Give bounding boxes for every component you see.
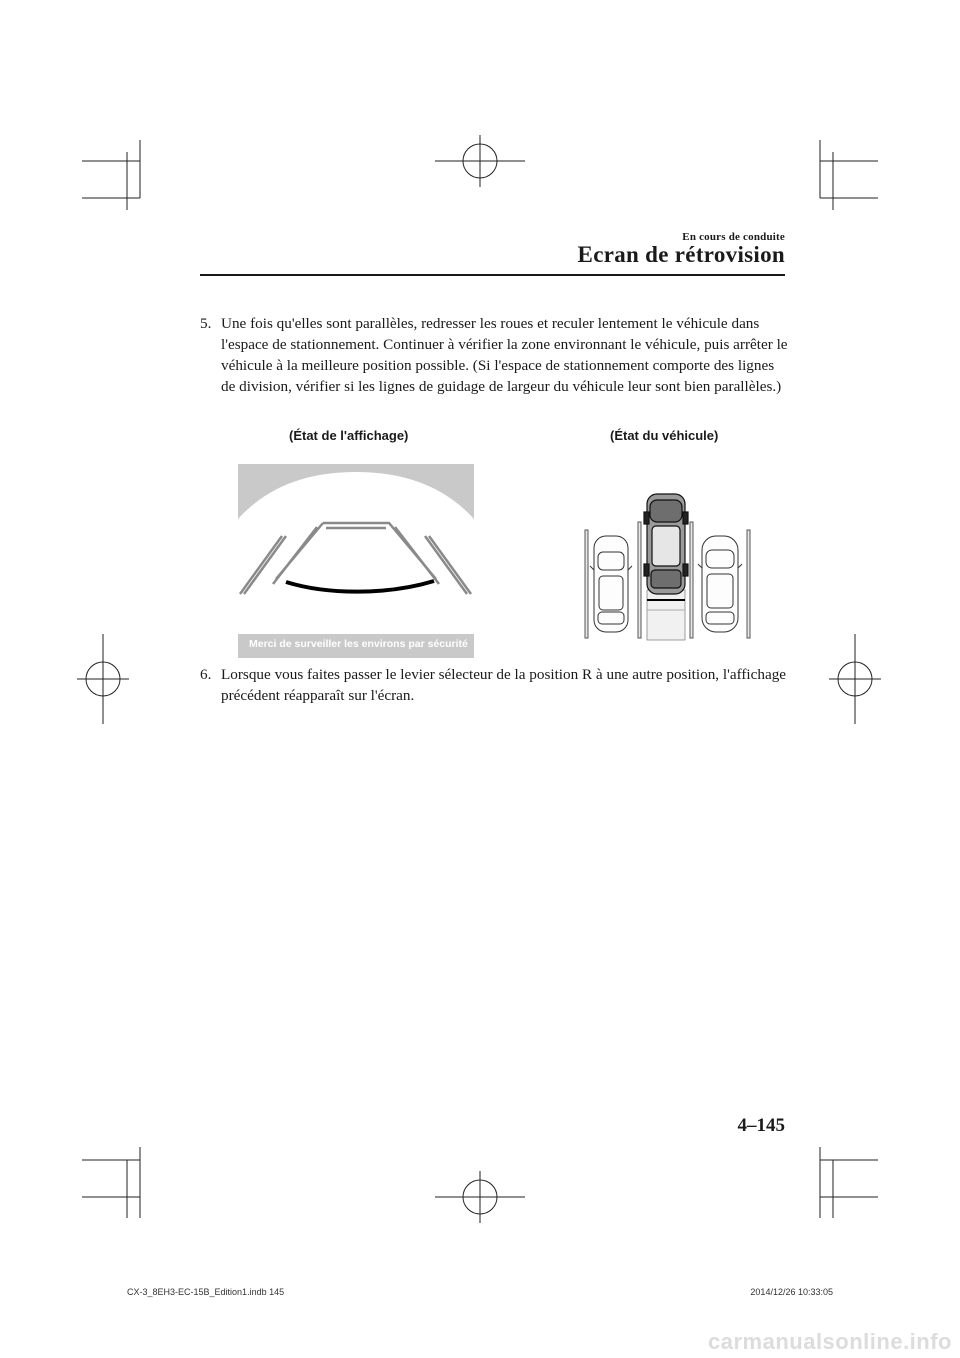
- footer-file: CX-3_8EH3-EC-15B_Edition1.indb 145: [127, 1287, 285, 1297]
- camera-display-figure: [238, 464, 474, 658]
- footer-timestamp: 2014/12/26 10:33:05: [750, 1287, 833, 1297]
- step-text: Lorsque vous faites passer le levier sélecteur de la position R à une autre position, l'affichage précédent réapparaît sur l'écran.: [221, 666, 787, 704]
- step-number: 5.: [200, 315, 212, 332]
- watermark: carmanualsonline.info: [708, 1329, 952, 1354]
- display-state-label: (État de l'affichage): [289, 428, 409, 443]
- vehicle-state-label: (État du véhicule): [610, 428, 719, 443]
- section-name: En cours de conduite: [682, 231, 785, 243]
- header-rule: [200, 274, 785, 276]
- step-text: Une fois qu'elles sont parallèles, redresser les roues et reculer lentement le véhicule dans l'espace de stationnement. Continuer à vérifier la zone environnant le véhicule, puis arrêter le véhicule à la meilleure position possible. (Si l'espace de stationnement comporte des lignes de division, vérifier si les lignes de guidage de largeur du véhicule leur sont bien parallèles.): [221, 315, 788, 395]
- parking-diagram: [580, 492, 755, 642]
- step-5: [200, 313, 790, 397]
- screen-message: Merci de surveiller les environs par sécurité: [249, 638, 468, 650]
- step-number: 6.: [200, 666, 212, 683]
- page-number: 4–145: [737, 1115, 785, 1136]
- vehicle-state-figure: [580, 492, 755, 642]
- camera-display-graphic: [238, 464, 474, 658]
- page-title: Ecran de rétrovision: [577, 242, 785, 267]
- step-6: [200, 664, 790, 706]
